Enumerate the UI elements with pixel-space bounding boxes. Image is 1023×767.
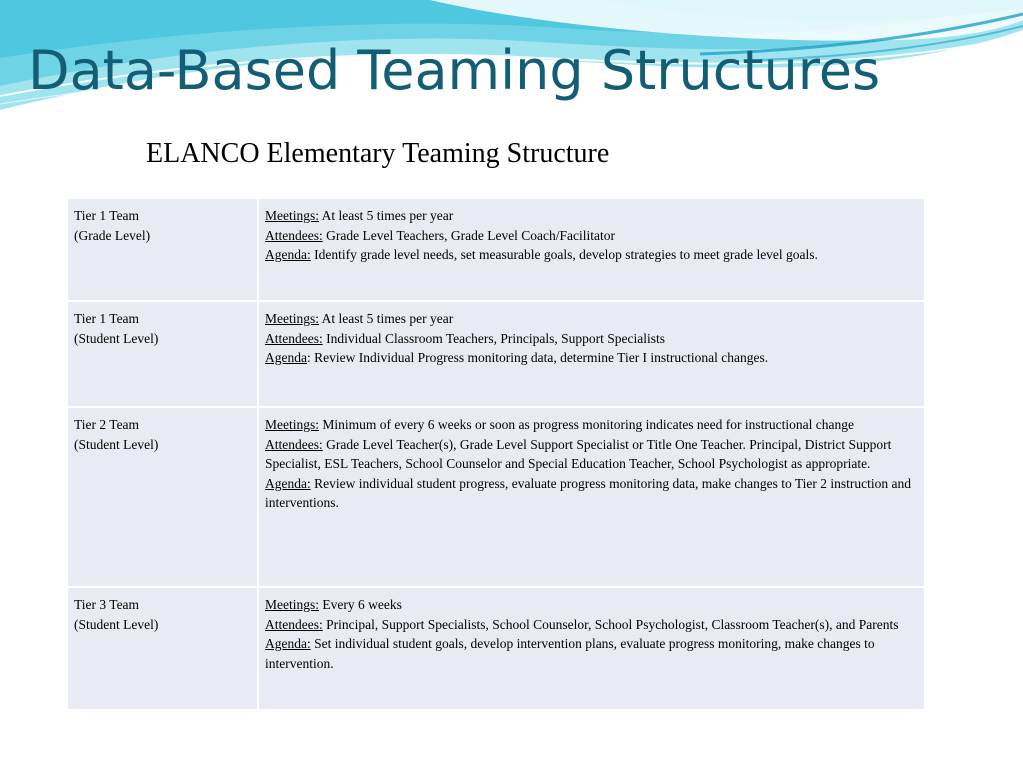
teaming-structure-table [66,197,926,711]
details-cell [258,587,925,710]
attendees-label: Attendees: [265,616,323,632]
agenda-line [265,634,918,673]
team-name: Tier 3 Team [74,597,140,612]
attendees-text: Principal, Support Specialists, School Counselor, School Psychologist, Classroom Teacher(s), and Parents [322,616,899,632]
agenda-text: : Review Individual Progress monitoring data, determine Tier I instructional changes. [306,350,769,365]
meetings-line [265,415,918,435]
table-row [67,587,925,710]
table-row [67,407,925,587]
meetings-label: Meetings: [265,208,319,223]
agenda-text: Identify grade level needs, set measurable goals, develop strategies to meet grade level goals. [310,247,818,262]
table-row [67,301,925,407]
attendees-line [265,615,918,635]
team-name: Tier 1 Team [74,311,140,326]
table-caption: ELANCO Elementary Teaming Structure [146,138,610,169]
table-row [67,198,925,301]
team-level: (Grade Level) [74,227,151,243]
meetings-text: Minimum of every 6 weeks or soon as progress monitoring indicates need for instructional change [319,417,854,432]
team-name: Tier 2 Team [74,417,140,432]
agenda-label: Agenda [265,350,307,365]
team-level: (Student Level) [74,436,159,452]
meetings-label: Meetings: [265,597,319,612]
team-cell [67,198,258,301]
team-level: (Student Level) [74,330,159,346]
team-cell [67,301,258,407]
team-level: (Student Level) [74,616,159,632]
meetings-label: Meetings: [265,417,319,432]
attendees-text: Grade Level Teachers, Grade Level Coach/Facilitator [322,227,616,243]
agenda-text: Review individual student progress, evaluate progress monitoring data, make changes to Tier 2 instruction and interventions. [265,475,911,510]
slide-title: Data-Based Teaming Structures [28,39,881,102]
details-cell [258,407,925,587]
attendees-label: Attendees: [265,227,323,243]
attendees-label: Attendees: [265,330,323,346]
meetings-text: At least 5 times per year [319,208,454,223]
attendees-line [265,226,918,246]
agenda-label: Agenda: [265,475,311,491]
details-cell [258,198,925,301]
attendees-text: Grade Level Teacher(s), Grade Level Support Specialist or Title One Teacher. Principal, District Support Specialist, ESL Teachers, School Counselor and Special Education Teacher, School Psychologist as appropriate. [265,436,892,471]
attendees-text: Individual Classroom Teachers, Principals, Support Specialists [322,330,665,346]
meetings-text: Every 6 weeks [319,597,402,612]
meetings-line [265,595,918,615]
attendees-line [265,435,918,474]
agenda-line [265,245,918,265]
team-name: Tier 1 Team [74,208,140,223]
attendees-line [265,329,918,349]
agenda-text: Set individual student goals, develop intervention plans, evaluate progress monitoring, make changes to intervention. [265,636,875,671]
meetings-line [265,309,918,329]
team-cell [67,407,258,587]
team-cell [67,587,258,710]
agenda-label: Agenda: [265,636,311,651]
meetings-label: Meetings: [265,311,319,326]
attendees-label: Attendees: [265,436,323,452]
agenda-line [265,348,918,368]
agenda-line [265,474,918,513]
details-cell [258,301,925,407]
agenda-label: Agenda: [265,247,311,262]
meetings-line [265,206,918,226]
meetings-text: At least 5 times per year [319,311,454,326]
